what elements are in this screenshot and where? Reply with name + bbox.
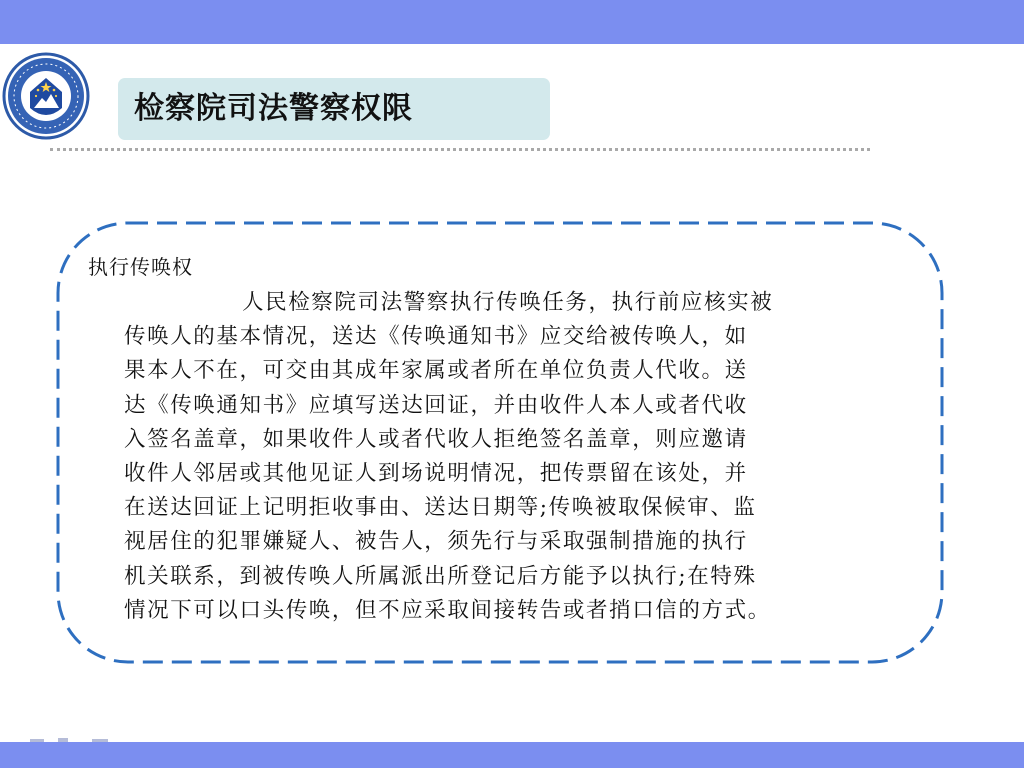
- police-academy-emblem-icon: [2, 52, 90, 140]
- title-divider: [50, 148, 870, 151]
- body-line: 在送达回证上记明拒收事由、送达日期等;传唤被取保候审、监: [124, 495, 757, 521]
- section-heading: 执行传唤权: [88, 255, 193, 279]
- body-line: 情况下可以口头传唤，但不应采取间接转告或者捎口信的方式。: [124, 597, 771, 623]
- body-line: 达《传唤通知书》应填写送达回证，并由收件人本人或者代收: [124, 392, 748, 418]
- title-box: [118, 78, 550, 140]
- page-title: 检察院司法警察权限: [134, 91, 413, 126]
- body-line: 人民检察院司法警察执行传唤任务，执行前应核实被: [242, 290, 774, 315]
- body-line: 视居住的犯罪嫌疑人、被告人，须先行与采取强制措施的执行: [124, 529, 748, 555]
- body-line: 果本人不在，可交由其成年家属或者所在单位负责人代收。送: [124, 358, 748, 384]
- body-line: 机关联系，到被传唤人所属派出所登记后方能予以执行;在特殊: [124, 563, 757, 589]
- bottom-banner-bar: [0, 742, 1024, 768]
- body-paragraph: [124, 286, 912, 628]
- content-area: [82, 252, 912, 628]
- body-line: 收件人邻居或其他见证人到场说明情况，把传票留在该处，并: [124, 461, 748, 487]
- top-banner-bar: [0, 0, 1024, 44]
- body-line: 传唤人的基本情况，送达《传唤通知书》应交给被传唤人，如: [124, 324, 748, 350]
- body-line: 入签名盖章，如果收件人或者代收人拒绝签名盖章，则应邀请: [124, 426, 748, 452]
